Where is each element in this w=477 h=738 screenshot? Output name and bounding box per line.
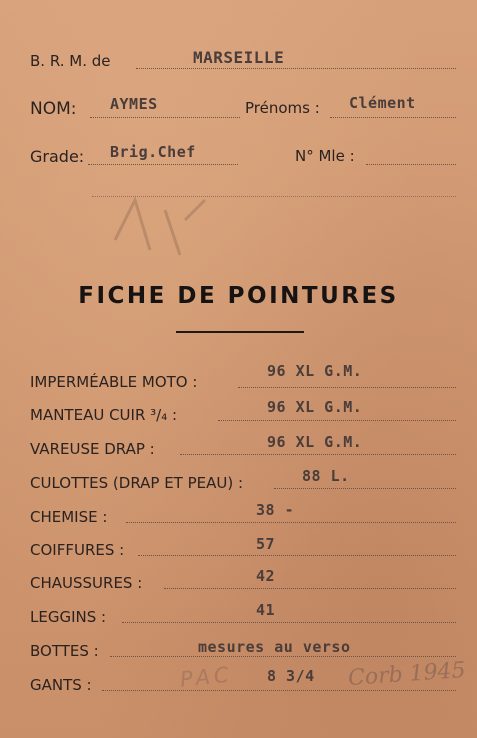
row-value-vareuse: 96 XL G.M.: [267, 433, 363, 451]
row-line-impermeable: [238, 387, 456, 388]
nom-value: AYMES: [110, 95, 158, 113]
grade-label: Grade:: [30, 147, 85, 166]
brm-value: MARSEILLE: [193, 48, 285, 67]
nom-dotted-line: [90, 117, 240, 118]
prenoms-label: Prénoms :: [245, 99, 320, 117]
grade-value: Brig.Chef: [110, 143, 196, 161]
brm-label: B. R. M. de: [30, 52, 111, 70]
handwritten-note: Corb 1945: [347, 657, 467, 692]
card-title: FICHE DE POINTURES: [78, 283, 399, 309]
row-value-bottes: mesures au verso: [198, 638, 351, 656]
row-line-chemise: [126, 522, 456, 523]
show-through-marks: [95, 180, 225, 275]
grade-dotted-line: [88, 164, 238, 165]
title-underline: [176, 331, 304, 333]
row-value-gants: 8 3/4: [267, 667, 315, 685]
row-line-coiffures: [138, 555, 456, 556]
faded-stamp-text: PAC: [178, 662, 234, 692]
nom-label: NOM:: [30, 99, 77, 119]
row-label-gants: GANTS :: [30, 676, 92, 694]
row-value-leggins: 41: [256, 601, 276, 619]
row-value-culottes: 88 L.: [302, 467, 350, 485]
row-value-chemise: 38 -: [256, 501, 295, 519]
mle-label: N° Mle :: [295, 147, 355, 165]
row-line-bottes: [110, 656, 456, 657]
row-label-leggins: LEGGINS :: [30, 608, 107, 626]
row-line-culottes: [274, 488, 456, 489]
row-line-leggins: [122, 622, 456, 623]
extra-dotted-line: [92, 196, 456, 197]
prenoms-value: Clément: [349, 94, 416, 112]
prenoms-dotted-line: [330, 117, 456, 118]
row-value-chaussures: 42: [256, 567, 276, 585]
row-label-manteau: MANTEAU CUIR ³/₄ :: [30, 406, 178, 424]
brm-dotted-line: [136, 68, 456, 69]
row-line-chaussures: [164, 588, 456, 589]
row-label-culottes: CULOTTES (DRAP ET PEAU) :: [30, 474, 244, 492]
mle-dotted-line: [366, 164, 456, 165]
row-value-impermeable: 96 XL G.M.: [267, 362, 363, 380]
row-label-chemise: CHEMISE :: [30, 508, 108, 526]
row-line-gants: [102, 690, 456, 691]
row-line-manteau: [218, 420, 456, 421]
row-label-coiffures: COIFFURES :: [30, 541, 125, 559]
row-label-vareuse: VAREUSE DRAP :: [30, 440, 155, 458]
row-value-manteau: 96 XL G.M.: [267, 398, 363, 416]
row-line-vareuse: [180, 454, 456, 455]
row-value-coiffures: 57: [256, 535, 276, 553]
row-label-bottes: BOTTES :: [30, 642, 99, 660]
row-label-impermeable: IMPERMÉABLE MOTO :: [30, 373, 198, 391]
row-label-chaussures: CHAUSSURES :: [30, 574, 143, 592]
